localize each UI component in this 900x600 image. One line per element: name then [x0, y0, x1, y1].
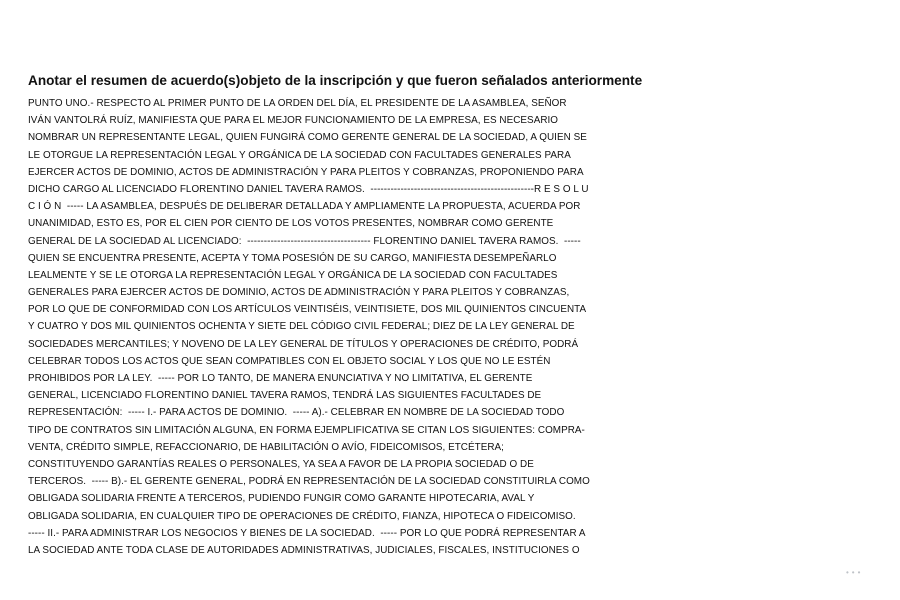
text-line: EJERCER ACTOS DE DOMINIO, ACTOS DE ADMINISTRACIÓN Y PARA PLEITOS Y COBRANZAS, PROPONIENDO PARA: [28, 166, 584, 178]
text-line: LEALMENTE Y SE LE OTORGA LA REPRESENTACIÓN LEGAL Y ORGÁNICA DE LA SOCIEDAD CON FACULTADES: [28, 269, 558, 281]
text-line: SOCIEDADES MERCANTILES; Y NOVENO DE LA LEY GENERAL DE TÍTULOS Y OPERACIONES DE CRÉDITO, PODRÁ: [28, 338, 579, 350]
text-line: LA SOCIEDAD ANTE TODA CLASE DE AUTORIDADES ADMINISTRATIVAS, JUDICIALES, FISCALES, INSTITUCIONES O: [28, 544, 580, 556]
scan-artifact: •••: [846, 568, 864, 577]
text-line: ----- II.- PARA ADMINISTRAR LOS NEGOCIOS Y BIENES DE LA SOCIEDAD. ----- POR LO QUE PODRÁ REPRESENTAR A: [28, 527, 586, 539]
text-line: GENERAL, LICENCIADO FLORENTINO DANIEL TAVERA RAMOS, TENDRÁ LAS SIGUIENTES FACULTADES DE: [28, 390, 542, 402]
text-line: OBLIGADA SOLIDARIA, EN CUALQUIER TIPO DE OPERACIONES DE CRÉDITO, FIANZA, HIPOTECA O FIDEICOMISO.: [28, 510, 576, 522]
text-line: TIPO DE CONTRATOS SIN LIMITACIÓN ALGUNA, EN FORMA EJEMPLIFICATIVA SE CITAN LOS SIGUIENTES: COMPRA-: [28, 424, 585, 436]
text-line: TERCEROS. ----- B).- EL GERENTE GENERAL, PODRÁ EN REPRESENTACIÓN DE LA SOCIEDAD CONSTITUIRLA COMO: [28, 476, 590, 488]
text-line: DICHO CARGO AL LICENCIADO FLORENTINO DANIEL TAVERA RAMOS. -------------------------------------------------R E S O L U: [28, 183, 589, 195]
text-line: REPRESENTACIÓN: ----- I.- PARA ACTOS DE DOMINIO. ----- A).- CELEBRAR EN NOMBRE DE LA SOCIEDAD TODO: [28, 407, 565, 419]
text-line: VENTA, CRÉDITO SIMPLE, REFACCIONARIO, DE HABILITACIÓN O AVÍO, FIDEICOMISOS, ETCÉTERA;: [28, 441, 504, 453]
text-line: Y CUATRO Y DOS MIL QUINIENTOS OCHENTA Y SIETE DEL CÓDIGO CIVIL FEDERAL; DIEZ DE LA LEY GENERAL DE: [28, 321, 575, 333]
text-line: LE OTORGUE LA REPRESENTACIÓN LEGAL Y ORGÁNICA DE LA SOCIEDAD CON FACULTADES GENERALES PARA: [28, 149, 571, 161]
text-line: NOMBRAR UN REPRESENTANTE LEGAL, QUIEN FUNGIRÁ COMO GERENTE GENERAL DE LA SOCIEDAD, A QUIEN SE: [28, 132, 587, 144]
text-line: C I Ó N ----- LA ASAMBLEA, DESPUÉS DE DELIBERAR DETALLADA Y AMPLIAMENTE LA PROPUESTA, ACUERDA POR: [28, 201, 581, 213]
text-line: IVÁN VANTOLRÁ RUÍZ, MANIFIESTA QUE PARA EL MEJOR FUNCIONAMIENTO DE LA EMPRESA, ES NECESARIO: [28, 115, 559, 127]
text-line: OBLIGADA SOLIDARIA FRENTE A TERCEROS, PUDIENDO FUNGIR COMO GARANTE HIPOTECARIA, AVAL Y: [28, 493, 535, 505]
text-line: GENERAL DE LA SOCIEDAD AL LICENCIADO: ------------------------------------- FLORENTINO DANIEL TAVERA RAMOS. -----: [28, 235, 581, 247]
text-line: PUNTO UNO.- RESPECTO AL PRIMER PUNTO DE LA ORDEN DEL DÍA, EL PRESIDENTE DE LA ASAMBLEA, SEÑOR: [28, 98, 567, 109]
resolution-text: [28, 95, 888, 559]
text-line: CONSTITUYENDO GARANTÍAS REALES O PERSONALES, YA SEA A FAVOR DE LA PROPIA SOCIEDAD O DE: [28, 458, 534, 470]
text-line: UNANIMIDAD, ESTO ES, POR EL CIEN POR CIENTO DE LOS VOTOS PRESENTES, NOMBRAR COMO GERENTE: [28, 218, 554, 230]
text-line: PROHIBIDOS POR LA LEY. ----- POR LO TANTO, DE MANERA ENUNCIATIVA Y NO LIMITATIVA, EL GERENTE: [28, 373, 533, 384]
text-line: CELEBRAR TODOS LOS ACTOS QUE SEAN COMPATIBLES CON EL OBJETO SOCIAL Y LOS QUE NO LE ESTÉN: [28, 355, 551, 367]
text-line: GENERALES PARA EJERCER ACTOS DE DOMINIO, ACTOS DE ADMINISTRACIÓN Y PARA PLEITOS Y COBRANZAS,: [28, 287, 570, 299]
text-line: QUIEN SE ENCUENTRA PRESENTE, ACEPTA Y TOMA POSESIÓN DE SU CARGO, MANIFIESTA DESEMPEÑARLO: [28, 252, 557, 264]
section-heading: Anotar el resumen de acuerdo(s)objeto de la inscripción y que fueron señalados anteriormente: [28, 73, 643, 88]
text-line: POR LO QUE DE CONFORMIDAD CON LOS ARTÍCULOS VEINTISÉIS, VEINTISIETE, DOS MIL QUINIENTOS CINCUENTA: [28, 304, 587, 316]
